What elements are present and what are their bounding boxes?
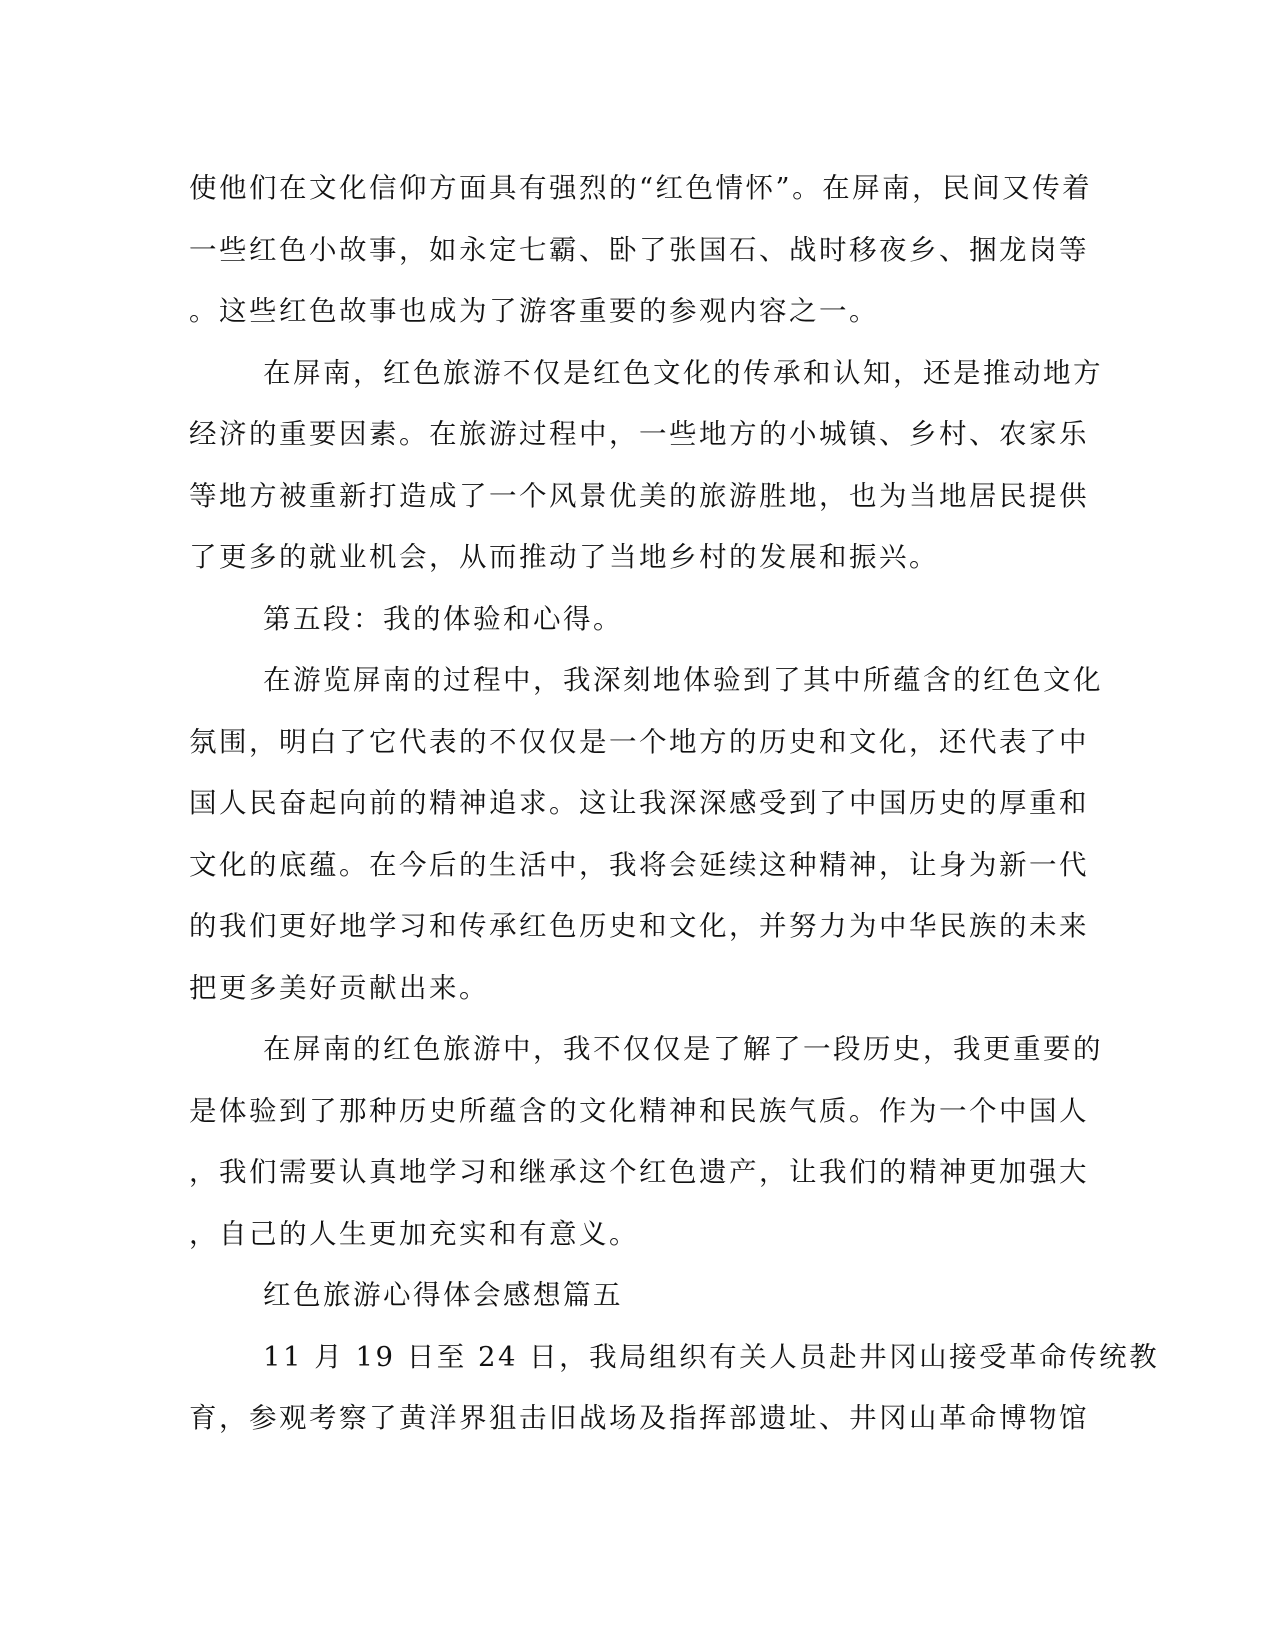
text-line: 了更多的就业机会，从而推动了当地乡村的发展和振兴。 bbox=[189, 541, 939, 573]
paragraph-first-line: 在游览屏南的过程中，我深刻地体验到了其中所蕴含的红色文化 bbox=[263, 664, 1103, 696]
text-line: 的我们更好地学习和传承红色历史和文化，并努力为中华民族的未来 bbox=[189, 910, 1089, 942]
paragraph-first-line: 11 月 19 日至 24 日，我局组织有关人员赴井冈山接受革命传统教 bbox=[263, 1340, 1160, 1373]
text-line: 文化的底蕴。在今后的生活中，我将会延续这种精神，让身为新一代 bbox=[189, 848, 1089, 881]
text-line: ，我们需要认真地学习和继承这个红色遗产，让我们的精神更加强大 bbox=[189, 1156, 1089, 1188]
document-body bbox=[189, 158, 1160, 1450]
text-line: 氛围，明白了它代表的不仅仅是一个地方的历史和文化，还代表了中 bbox=[189, 725, 1089, 758]
text-line: 一些红色小故事，如永定七霸、卧了张国石、战时移夜乡、捆龙岗等 bbox=[189, 233, 1089, 266]
text-line: 把更多美好贡献出来。 bbox=[189, 971, 489, 1004]
paragraph-first-line: 在屏南的红色旅游中，我不仅仅是了解了一段历史，我更重要的 bbox=[263, 1033, 1103, 1065]
text-line: ，自己的人生更加充实和有意义。 bbox=[189, 1217, 639, 1250]
text-line: 是体验到了那种历史所蕴含的文化精神和民族气质。作为一个中国人 bbox=[189, 1094, 1089, 1127]
text-line: 育，参观考察了黄洋界狙击旧战场及指挥部遗址、井冈山革命博物馆 bbox=[189, 1402, 1089, 1434]
text-line: 使他们在文化信仰方面具有强烈的“红色情怀”。在屏南，民间又传着 bbox=[189, 172, 1093, 204]
text-line: 经济的重要因素。在旅游过程中，一些地方的小城镇、乡村、农家乐 bbox=[189, 418, 1089, 450]
section-heading: 第五段：我的体验和心得。 bbox=[263, 602, 623, 635]
text-line: 国人民奋起向前的精神追求。这让我深深感受到了中国历史的厚重和 bbox=[189, 787, 1089, 819]
text-line: 等地方被重新打造成了一个风景优美的旅游胜地，也为当地居民提供 bbox=[189, 479, 1089, 512]
text-line: 。这些红色故事也成为了游客重要的参观内容之一。 bbox=[189, 295, 879, 327]
article-title: 红色旅游心得体会感想篇五 bbox=[263, 1279, 623, 1311]
paragraph-first-line: 在屏南，红色旅游不仅是红色文化的传承和认知，还是推动地方 bbox=[263, 356, 1103, 389]
